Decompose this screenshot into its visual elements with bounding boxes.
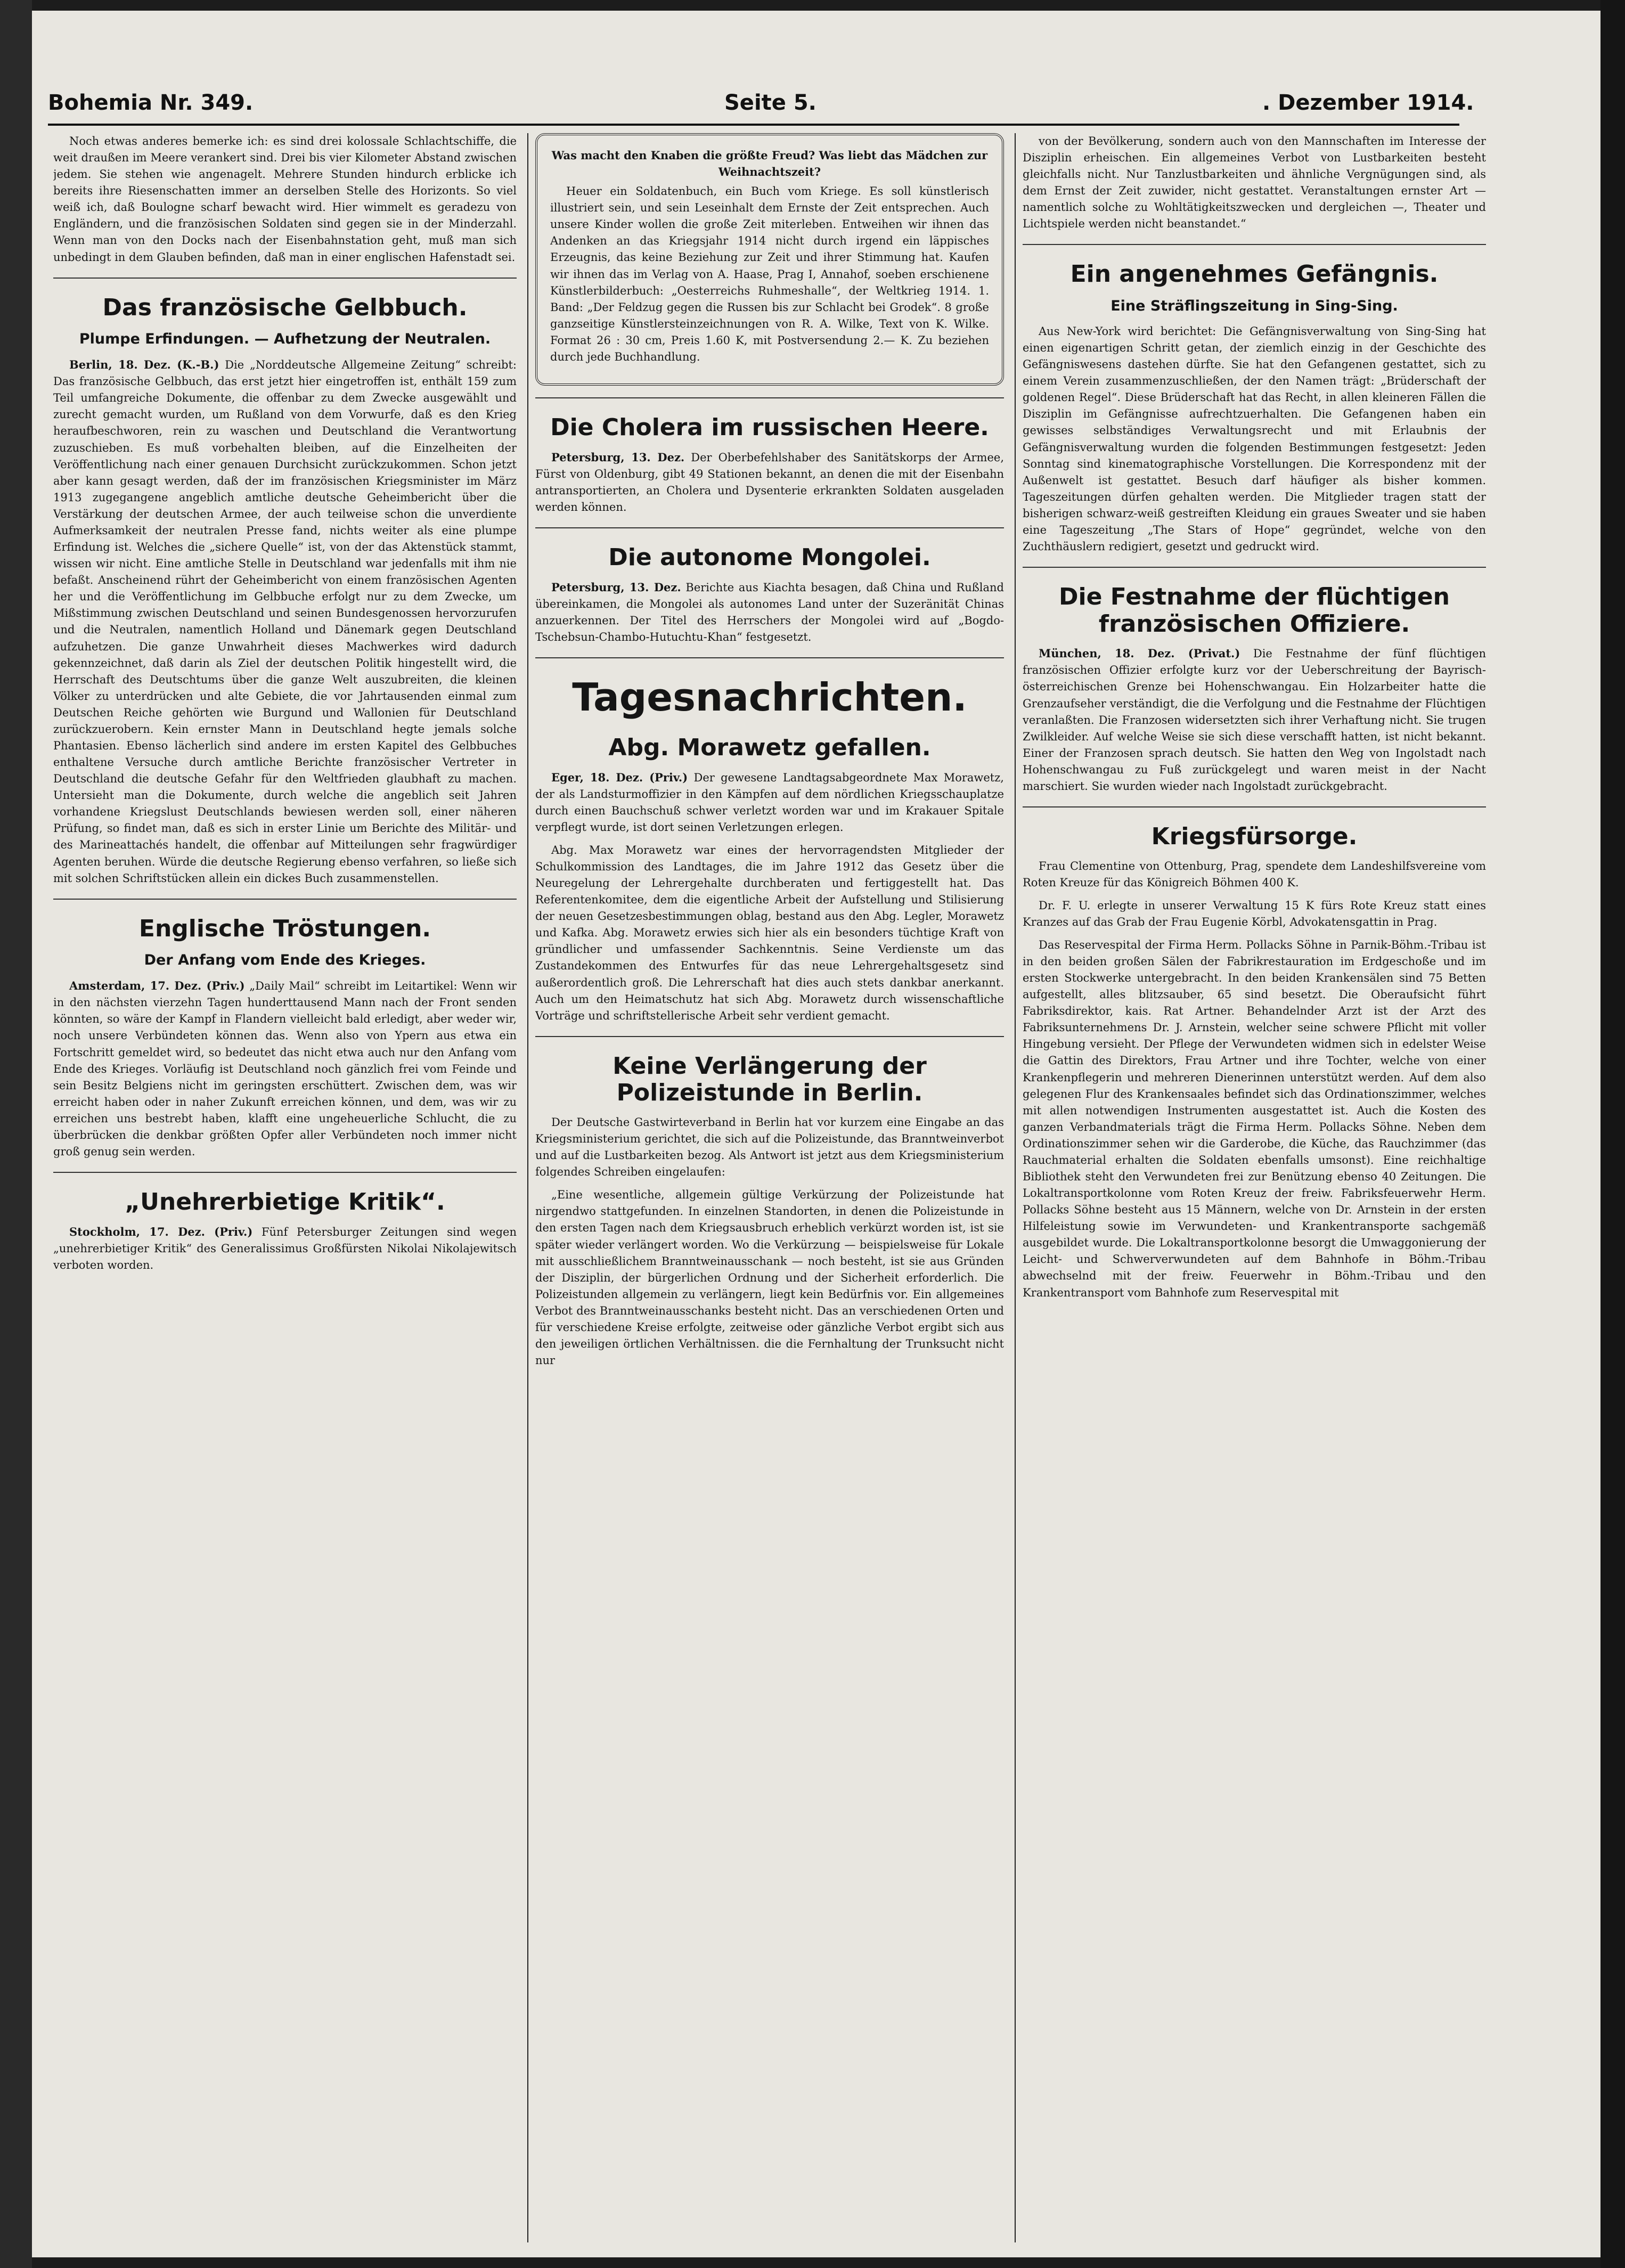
article-text: Der Oberbefehlshaber des Sanitätskorps der Armee, Fürst von Oldenburg, gibt 49 Stationen bekannt, an denen die mit der Eisenbahn antransportierten, an Cholera und Dysenterie erkrankten Soldaten ausgeladen werden können. — [535, 451, 1004, 513]
article-text: Aus New-York wird berichtet: Die Gefängnisverwaltung von Sing-Sing hat einen eigenartigen Schritt getan, der ziemlich einzig in der Geschichte des Gefängniswesens dastehen dürfte. Sie hat den Gefangenen gestattet, sich zu einem Verein zusammenzuschließen, der den Namen trägt: „Brüderschaft der goldenen Regel“. Diese Brüderschaft hat das Recht, in allen kleineren Fällen die Disziplin im Gefängnisse aufrechtzuerhalten. Die Gefangenen haben ein gewisses selbständiges Verwaltungsrecht und mit Erlaubnis der Gefängnisverwaltung wurden die folgenden Bestimmungen festgesetzt: Jeden Sonntag sind kinematographische Vorstellungen. Die Korrespondenz mit der Außenwelt ist gestattet. Besuch darf häufiger als bisher kommen. Tageszeitungen dürfen gehalten werden. Die Mitglieder tragen statt der bisherigen schwarz-weiß gestreiften Kleidung ein graues Sweater und sie haben eine Tageszeitung „The Stars of Hope“ gegründet, welche von den Zuchthäuslern redigiert, gesetzt und gedruckt wird. — [1023, 325, 1486, 553]
subheadline: Plumpe Erfindungen. — Aufhetzung der Neutralen. — [79, 331, 491, 348]
dateline: Petersburg, 13. Dez. — [551, 450, 685, 464]
headline: Das französische Gelbbuch. — [102, 293, 468, 321]
headline: Keine Verlängerung der Polizeistunde in Berlin. — [613, 1052, 927, 1107]
headline: Die Festnahme der flüchtigen französischen Offiziere. — [1059, 583, 1450, 638]
article-text: Berichte aus Kiachta besagen, daß China und Rußland übereinkamen, die Mongolei als autonomes Land unter der Suzeränität Chinas anzuerkennen. Der Titel des Herrschers der Mongolei wird auf „Bogdo-Tschebsun-Chambo-Hutuchtu-Khan“ festgesetzt. — [535, 581, 1004, 643]
column-2 — [535, 133, 1004, 2242]
subheadline: Der Anfang vom Ende des Krieges. — [144, 952, 426, 969]
article-text: Frau Clementine von Ottenburg, Prag, spendete dem Landeshilfsvereine vom Roten Kreuze für das Königreich Böhmen 400 K. — [1023, 859, 1486, 889]
dateline: Eger, 18. Dez. (Priv.) — [551, 770, 688, 784]
column-3 — [1023, 133, 1486, 2242]
article-text: Der gewesene Landtagsabgeordnete Max Morawetz, der als Landsturmoffizier in den Kämpfen auf dem nördlichen Kriegsschauplatze durch einen Bauchschuß schwer verletzt worden war und im Krakauer Spitale verpflegt wurde, ist dort seinen Verletzungen erlegen. — [535, 771, 1004, 834]
headline: Abg. Morawetz gefallen. — [608, 734, 931, 762]
headline: Ein angenehmes Gefängnis. — [1070, 260, 1439, 288]
headline: Kriegsfürsorge. — [1151, 823, 1358, 850]
article-text: „Daily Mail“ schreibt im Leitartikel: Wenn wir in den nächsten vierzehn Tagen hunderttausend Mann nach der Front senden könnten, so wäre der Kampf in Flandern vielleicht bald erledigt, aber weder wir, noch unsere Verbündeten können das. Wenn also von Ypern aus etwa ein Fortschritt gemeldet wird, so bedeutet das nicht etwa auch nur den Anfang vom Ende des Krieges. Vorläufig ist Deutschland noch gänzlich frei vom Feinde und sein Besitz Belgiens nicht im geringsten erschüttert. Zwischen dem, was wir erreicht haben oder in naher Zukunft erreichen können, und dem, was wir zu erreichen uns bestrebt haben, klafft eine ungeheuerliche Schlucht, die zu überbrücken die denkbar größten Opfer aller Verbündeten noch immer nicht groß genug sein werden. — [53, 980, 517, 1158]
headline: Die autonome Mongolei. — [608, 543, 931, 571]
dateline: Berlin, 18. Dez. (K.-B.) — [69, 358, 219, 372]
dateline: Amsterdam, 17. Dez. (Priv.) — [69, 979, 245, 993]
article-text: Die „Norddeutsche Allgemeine Zeitung“ schreibt: Das französische Gelbbuch, das erst jetzt hier eingetroffen ist, enthält 159 zum Teil umfangreiche Dokumente, die offenbar zu dem Zwecke ausgewählt und zurecht gemacht wurden, um Rußland von dem Vorwurfe, daß es den Krieg heraufbeschworen, rein zu waschen und Deutschland die Verantwortung zuzuschieben. Es muß vorbehalten bleiben, auf die Einzelheiten der Veröffentlichung nach einer genauen Durchsicht zurückzukommen. Schon jetzt aber kann gesagt werden, daß der im französischen Kriegsminister im März 1913 zugegangene angeblich amtliche deutsche Geheimbericht über die Verstärkung der deutschen Armee, der auch teilweise schon die unverdiente Aufmerksamkeit der neutralen Presse fand, nichts weiter als eine plumpe Erfindung ist. Welches die „sichere Quelle“ ist, von der das Aktenstück stammt, wissen wir nicht. Eine amtliche Stelle in Deutschland war jedenfalls mit ihm nie befaßt. Anscheinend rührt der Geheimbericht von einem französischen Agenten her und die Veröffentlichung im Gelbbuche erfolgt nur zu dem Zwecke, um Mißstimmung zwischen Deutschland und seinen Bundesgenossen hervorzurufen und die Neutralen, namentlich Holland und Dänemark gegen Deutschland aufzuhetzen. Die ganze Unwahrheit dieses Machwerkes wird dadurch gekennzeichnet, daß darin als Ziel der deutschen Politik hingestellt wird, die Herrschaft des Deutschtums über die ganze Welt auszubreiten, die kleinen Völker zu unterdrücken und alte Gebiete, die vor Jahrtausenden einmal zum Deutschen Reiche gehörten wie Burgund und Wallonien für Deutschland zurückzuerobern. Kein ernster Mann in Deutschland hegte jemals solche Phantasien. Ebenso lächerlich sind andere im ersten Kapitel des Gelbbuches enthaltene Versuche durch amtliche Berichte französischer Vertreter in Deutschland die deutsche Gefahr für den Weltfrieden glaubhaft zu machen. Untersieht man die Dokumente, durch welche die angeblich seit Jahren vorhandene Kriegslust Deutschlands bewiesen werden soll, einer näheren Prüfung, so findet man, daß es sich in erster Linie um Berichte des Militär- und des Marineattachés handelt, die offenbar auf Mitteilungen sehr fragwürdiger Agenten beruhen. Würde die deutsche Regierung ebenso verfahren, so ließe sich mit solchen Schriftstücken allein ein dickes Buch zusammenstellen. — [53, 358, 517, 885]
header-center: Seite 5. — [724, 91, 816, 115]
header-left: Bohemia Nr. 349. — [48, 91, 254, 115]
subheadline: Eine Sträflingszeitung in Sing-Sing. — [1110, 298, 1398, 315]
dateline: Petersburg, 13. Dez. — [551, 580, 681, 594]
header-right: . Dezember 1914. — [1262, 91, 1474, 115]
advertisement-box — [535, 133, 1004, 386]
article-text: „Eine wesentliche, allgemein gültige Verkürzung der Polizeistunde hat nirgendwo stattgefunden. In einzelnen Standorten, in denen die Polizeistunde in den ersten Tagen nach dem Kriegsausbruch erheblich verkürzt worden ist, ist sie später wieder verlängert worden. Wo die Verkürzung — beispielsweise für Lokale mit ausschließlichem Branntweinausschank — noch besteht, ist sie aus Gründen der Disziplin, der bürgerlichen Ordnung und der Sicherheit erforderlich. Die Polizeistunden allgemein zu verlängern, liegt kein Bedürfnis vor. Ein allgemeines Verbot des Branntweinausschanks besteht nicht. Das an verschiedenen Orten und für verschiedene Kreise erfolgte, zeitweise oder gänzliche Verbot ergibt sich aus den jeweiligen örtlichen Verhältnissen. die die Fernhaltung der Trunksucht nicht nur — [535, 1188, 1004, 1367]
dateline: Stockholm, 17. Dez. (Priv.) — [69, 1225, 253, 1238]
article-text: von der Bevölkerung, sondern auch von den Mannschaften im Interesse der Disziplin erheischen. Ein allgemeines Verbot von Lustbarkeiten besteht gleichfalls nicht. Nur Tanzlustbarkeiten und ähnliche Vergnügungen sind, als dem Ernst der Zeit zuwider, nicht gestattet. Veranstaltungen ernster Art — namentlich solche zu Wohltätigkeitszwecken und dergleichen —, Theater und Lichtspiele werden nicht beanstandet.“ — [1023, 135, 1486, 231]
article-text: Fünf Petersburger Zeitungen sind wegen „unehrerbietiger Kritik“ des Generalissimus Großfürsten Nikolai Nikolajewitsch verboten worden. — [53, 1225, 517, 1271]
column-1 — [53, 133, 517, 2242]
header-rule — [48, 124, 1459, 126]
ad-text: Heuer ein Soldatenbuch, ein Buch vom Kriege. Es soll künstlerisch illustriert sein, und sein Leseinhalt dem Ernste der Zeit entsprechen. Auch unsere Kinder wollen die große Zeit miterleben. Entweihen wir ihnen das Andenken an das Kriegsjahr 1914 nicht durch irgend ein läppisches Erzeugnis, das keine Beziehung zur Zeit und ihrer Stimmung hat. Kaufen wir ihnen das im Verlag von A. Haase, Prag I, Annahof, soeben erschienene Künstlerbilderbuch: „Oesterreichs Ruhmeshalle“, der Weltkrieg 1914. 1. Band: „Der Feldzug gegen die Russen bis zur Schlacht bei Grodek“. 8 große ganzseitige Künstlersteinzeichnungen von R. A. Wilke, Text von K. Wilke. Format 26 : 30 cm, Preis 1.60 K, mit Postversendung 2.— K. Zu beziehen durch jede Buchhandlung. — [550, 185, 989, 363]
ad-title: Was macht den Knaben die größte Freud? Was liebt das Mädchen zur Weihnachtszeit? — [551, 149, 988, 179]
headline: Englische Tröstungen. — [138, 915, 431, 942]
section-title: Tagesnachrichten. — [572, 674, 967, 720]
column-rule — [527, 133, 528, 2242]
headline: „Unehrerbietige Kritik“. — [125, 1188, 445, 1216]
article-text: Abg. Max Morawetz war eines der hervorragendsten Mitglieder der Schulkommission des Landtages, die im Jahre 1912 das Gesetz über die Neuregelung der Lehrergehalte durchberaten und fertiggestellt hat. Das Referentenkomitee, dem die eigentliche Arbeit der Aufstellung und Stilisierung der neuen Gesetzesbestimmungen oblag, bestand aus den Abg. Legler, Morawetz und Kafka. Abg. Morawetz erwies sich hier als ein besonders tüchtige Kraft von gründlicher und umfassender Sachkenntnis. Seine Verdienste um das Zustandekommen des Entwurfes für das neue Lehrergehaltsgesetz sind außerordentlich groß. Die Lehrerschaft hat dies auch stets dankbar anerkannt. Auch um den Heimatschutz hat sich Abg. Morawetz durch wissenschaftliche Vorträge und schriftstellerische Arbeit sehr verdient gemacht. — [535, 843, 1004, 1022]
scan-border — [1600, 0, 1625, 2268]
dateline: München, 18. Dez. (Privat.) — [1039, 647, 1240, 660]
article-text: Noch etwas anderes bemerke ich: es sind drei kolossale Schlachtschiffe, die weit draußen im Meere verankert sind. Drei bis vier Kilometer Abstand zwischen jedem. Sie stehen wie angenagelt. Mehrere Stunden hindurch erblicke ich bereits ihre Riesenschatten immer an derselben Stelle des Horizonts. So viel weiß ich, daß Boulogne scharf bewacht wird. Hier wimmelt es geradezu von Engländern, und die französischen Soldaten sind gegen sie in der Minderzahl. Wenn man von den Docks nach der Eisenbahnstation geht, muß man sich unbedingt in dem Glauben befinden, daß man in einer englischen Hafenstadt sei. — [53, 135, 517, 264]
article-text: Der Deutsche Gastwirteverband in Berlin hat vor kurzem eine Eingabe an das Kriegsministerium gerichtet, die sich auf die Polizeistunde, das Branntweinverbot und auf die Lustbarkeiten bezog. Als Antwort ist jetzt aus dem Kriegsministerium folgendes Schreiben eingelaufen: — [535, 1115, 1004, 1179]
article-text: Die Festnahme der fünf flüchtigen französischen Offizier erfolgte kurz vor der Ueberschreitung der Bayrisch-österreichischen Grenze bei Hohenschwangau. Ein Holzarbeiter hatte die Grenzaufseher verständigt, die die Verfolgung und die Festnahme der Flüchtigen veranlaßten. Die Franzosen widersetzten sich ihrer Verhaftung nicht. Sie trugen Zwilkleider. Auf welche Weise sie sich diese verschafft hatten, ist nicht bekannt. Einer der Franzosen sprach deutsch. Sie hatten den Weg von Ingolstadt nach Hohenschwangau zu Fuß zurückgelegt und waren meist in der Nacht marschiert. Sie wurden wieder nach Ingolstadt zurückgebracht. — [1023, 647, 1486, 793]
headline: Die Cholera im russischen Heere. — [550, 414, 989, 442]
article-text: Dr. F. U. erlegte in unserer Verwaltung 15 K fürs Rote Kreuz statt eines Kranzes auf das Grab der Frau Eugenie Körbl, Advokatensgattin in Prag. — [1023, 899, 1486, 928]
adjacent-page-edge — [0, 0, 32, 2268]
article-text: Das Reservespital der Firma Herm. Pollacks Söhne in Parnik-Böhm.-Tribau ist in den beiden großen Sälen der Fabrikrestauration im Erdgeschoße und im ersten Stockwerke untergebracht. In den beiden Krankensälen sind 75 Betten aufgestellt, alles blitzsauber, 65 sind besetzt. Die Oberaufsicht führt Fabriksdirektor, kais. Rat Artner. Behandelnder Arzt ist der Arzt des Fabriksunternehmens Dr. J. Arnstein, welcher seine schwere Pflicht mit voller Hingebung versieht. Der Pflege der Verwundeten widmen sich in edelster Weise die Gattin des Direktors, Frau Artner und ihre Tochter, welche von einer Krankenpflegerin und mehreren Dienerinnen unterstützt werden. Auf dem also gelegenen Flur des Krankensaales befindet sich das Ordinationszimmer, welches mit allen notwendigen Instrumenten ausgestattet ist. Auch die Kosten des ganzen Verbandmaterials trägt die Firma Herm. Pollacks Söhne. Neben dem Ordinationszimmer sehen wir die Garderobe, die Küche, das Rauchzimmer (das Rauchmaterial erhalten die Soldaten ebenfalls umsonst). Eine reichhaltige Bibliothek steht den Verwundeten frei zur Benützung ebenso 40 Zeitungen. Die Lokaltransportkolonne vom Roten Kreuz der freiw. Fabriksfeuerwehr Herm. Pollacks Söhne besteht aus 15 Männern, welche von Dr. Arnstein in der ersten Hilfeleistung sowie im Verwundeten- und Krankentransporte sachgemäß ausgebildet wurde. Die Lokaltransportkolonne besorgt die Umwaggonierung der Leicht- und Schwerverwundeten auf dem Bahnhofe in Böhm.-Tribau abwechselnd mit der freiw. Feuerwehr in Böhm.-Tribau und den Krankentransport vom Bahnhofe zum Reservespital mit — [1023, 938, 1486, 1299]
column-rule — [1015, 133, 1016, 2242]
